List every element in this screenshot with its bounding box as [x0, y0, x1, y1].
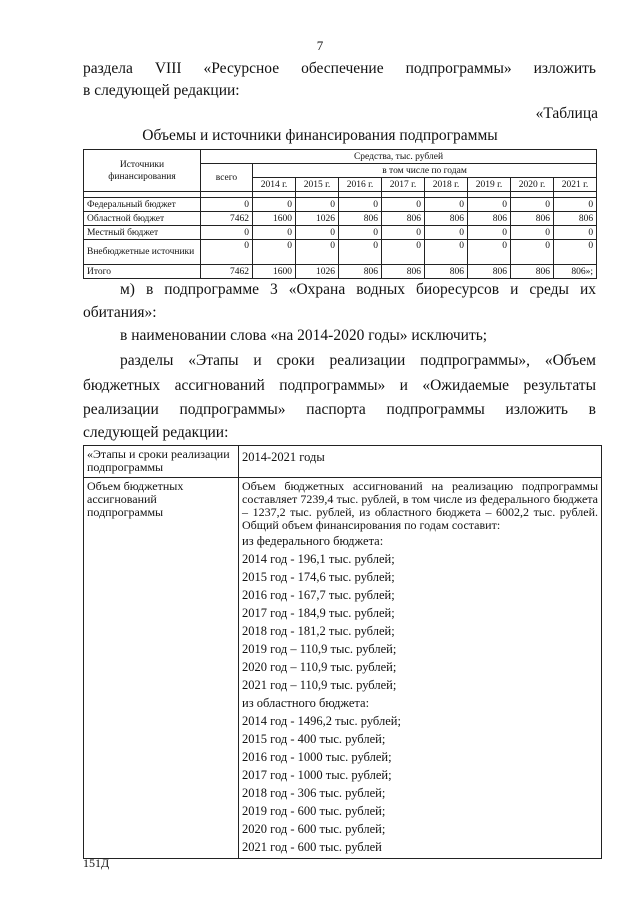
cell: 0 — [511, 226, 554, 240]
cell: 0 — [468, 240, 511, 265]
cell: 806 — [339, 212, 382, 226]
cell: 0 — [511, 198, 554, 212]
cell: 806 — [468, 212, 511, 226]
intro-line-2: в следующей редакции: — [83, 82, 240, 99]
year-header: 2018 г. — [425, 178, 468, 192]
row-total: 7462 — [201, 265, 253, 279]
cell: 0 — [382, 198, 425, 212]
cell: 0 — [339, 226, 382, 240]
table-row-federal — [84, 198, 597, 212]
cell: 0 — [339, 240, 382, 265]
cell: 0 — [253, 198, 296, 212]
federal-year-line: 2015 год - 174,6 тыс. рублей; — [242, 570, 395, 584]
header-funds: Средства, тыс. рублей — [201, 150, 597, 164]
cell: 0 — [468, 198, 511, 212]
row-label: Итого — [84, 265, 201, 279]
regional-year-line: 2019 год - 600 тыс. рублей; — [242, 804, 386, 818]
cell: 0 — [253, 240, 296, 265]
federal-year-line: 2018 год - 181,2 тыс. рублей; — [242, 624, 395, 638]
cell: 1600 — [253, 265, 296, 279]
federal-year-line: 2020 год – 110,9 тыс. рублей; — [242, 660, 397, 674]
row-total: 0 — [201, 240, 253, 265]
table-row-regional — [84, 212, 597, 226]
passport-row-volume — [84, 478, 602, 859]
row-label: Внебюджетные источники — [84, 240, 201, 265]
header-by-year: в том числе по годам — [253, 164, 597, 178]
volume-content — [239, 478, 602, 859]
cell: 806 — [554, 212, 597, 226]
table-row-total — [84, 265, 597, 279]
year-header: 2016 г. — [339, 178, 382, 192]
federal-year-line: 2021 год – 110,9 тыс. рублей; — [242, 678, 397, 692]
amend-m-line-1: м) в подпрограмме 3 «Охрана водных биоресурсов и среды их — [120, 281, 596, 298]
year-header: 2020 г. — [511, 178, 554, 192]
stages-label: «Этапы и сроки реализации подпрограммы — [84, 446, 239, 478]
cell: 806 — [511, 265, 554, 279]
regional-year-line: 2021 год - 600 тыс. рублей — [242, 840, 382, 854]
cell: 0 — [425, 240, 468, 265]
row-total: 7462 — [201, 212, 253, 226]
cell: 0 — [339, 198, 382, 212]
row-total: 0 — [201, 198, 253, 212]
cell: 0 — [554, 198, 597, 212]
federal-year-line: 2016 год - 167,7 тыс. рублей; — [242, 588, 395, 602]
regional-year-line: 2017 год - 1000 тыс. рублей; — [242, 768, 392, 782]
amend-sections-line-4: следующей редакции: — [83, 424, 229, 441]
regional-year-line: 2020 год - 600 тыс. рублей; — [242, 822, 386, 836]
footer-code: 151Д — [83, 856, 110, 870]
cell: 0 — [382, 226, 425, 240]
regional-year-line: 2014 год - 1496,2 тыс. рублей; — [242, 714, 401, 728]
federal-year-line: 2017 год - 184,9 тыс. рублей; — [242, 606, 395, 620]
cell: 0 — [382, 240, 425, 265]
cell: 806 — [425, 265, 468, 279]
header-row-1 — [84, 150, 597, 164]
intro-line-1: раздела VIII «Ресурсное обеспечение подпрограммы» изложить — [83, 60, 596, 77]
cell: 806 — [511, 212, 554, 226]
cell: 0 — [425, 226, 468, 240]
federal-header: из федерального бюджета: — [242, 534, 384, 548]
cell: 806 — [425, 212, 468, 226]
year-header: 2014 г. — [253, 178, 296, 192]
year-header: 2017 г. — [382, 178, 425, 192]
volume-text: Объем бюджетных ассигнований на реализацию подпрограммы составляет 7239,4 тыс. рублей, в том числе из федерального бюджета – 1237,2 тыс. рублей, из областного бюджета – 6002,2 тыс. рублей. Общий объем финансирования по годам составит: — [242, 479, 598, 532]
cell: 0 — [425, 198, 468, 212]
cell: 0 — [511, 240, 554, 265]
cell: 806 — [468, 265, 511, 279]
cell: 806 — [382, 212, 425, 226]
header-total: всего — [201, 164, 253, 192]
cell: 0 — [296, 198, 339, 212]
cell: 1026 — [296, 212, 339, 226]
amend-name-line: в наименовании слова «на 2014-2020 годы» исключить; — [120, 327, 488, 344]
table-caption: Объемы и источники финансирования подпрограммы — [142, 127, 498, 144]
table-row-local — [84, 226, 597, 240]
federal-year-line: 2019 год – 110,9 тыс. рублей; — [242, 642, 397, 656]
table-row-extrabudget — [84, 240, 597, 265]
stages-value: 2014-2021 годы — [239, 446, 602, 478]
amend-sections-line-1: разделы «Этапы и сроки реализации подпрограммы», «Объем — [120, 352, 596, 369]
regional-header: из областного бюджета: — [242, 696, 370, 710]
federal-year-line: 2014 год - 196,1 тыс. рублей; — [242, 552, 395, 566]
page-number: 7 — [316, 38, 324, 53]
cell: 1600 — [253, 212, 296, 226]
passport-table — [83, 445, 602, 859]
volume-label: Объем бюджетных ассигнований подпрограммы — [84, 478, 239, 859]
cell: 0 — [296, 226, 339, 240]
regional-year-line: 2015 год - 400 тыс. рублей; — [242, 732, 386, 746]
cell: 0 — [554, 226, 597, 240]
header-sources: Источники финансирования — [84, 150, 201, 192]
cell: 806»; — [554, 265, 597, 279]
amend-m-line-2: обитания»: — [83, 304, 157, 321]
financing-table — [83, 149, 597, 279]
cell: 0 — [253, 226, 296, 240]
amend-sections-line-2: бюджетных ассигнований подпрограммы» и «Ожидаемые результаты — [83, 377, 596, 394]
year-header: 2021 г. — [554, 178, 597, 192]
cell: 0 — [296, 240, 339, 265]
row-label: Федеральный бюджет — [84, 198, 201, 212]
row-total: 0 — [201, 226, 253, 240]
cell: 806 — [382, 265, 425, 279]
row-label: Местный бюджет — [84, 226, 201, 240]
year-header: 2015 г. — [296, 178, 339, 192]
cell: 1026 — [296, 265, 339, 279]
cell: 806 — [339, 265, 382, 279]
amend-sections-line-3: реализации подпрограммы» паспорта подпрограммы изложить в — [83, 401, 596, 418]
table-word: «Таблица — [535, 105, 598, 122]
year-header: 2019 г. — [468, 178, 511, 192]
regional-year-line: 2018 год - 306 тыс. рублей; — [242, 786, 386, 800]
passport-row-stages — [84, 446, 602, 478]
cell: 0 — [468, 226, 511, 240]
row-label: Областной бюджет — [84, 212, 201, 226]
regional-year-line: 2016 год - 1000 тыс. рублей; — [242, 750, 392, 764]
cell: 0 — [554, 240, 597, 265]
